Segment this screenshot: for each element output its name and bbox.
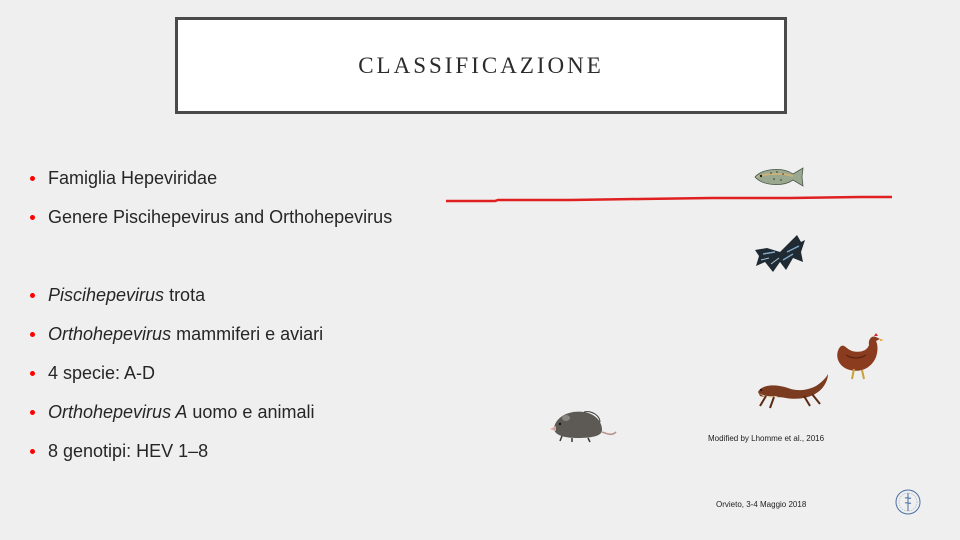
footer-text: Orvieto, 3-4 Maggio 2018: [716, 500, 807, 509]
bullet-italic: Orthohepevirus: [48, 324, 172, 344]
bullet-italic: Orthohepevirus A: [48, 402, 188, 422]
rat-icon: [548, 404, 618, 444]
bullet-text: 8 genotipi: HEV 1–8: [48, 441, 209, 461]
logo-icon: [893, 487, 923, 517]
slide-title: CLASSIFICAZIONE: [358, 52, 604, 78]
chicken-icon: [832, 333, 888, 381]
credit-note: Modified by Lhomme et al., 2016: [708, 434, 825, 443]
ferret-icon: [752, 370, 830, 410]
bullet-text: uomo e animali: [187, 402, 315, 422]
bullet-text: trota: [164, 285, 206, 305]
bullet-italic: Piscihepevirus: [48, 285, 165, 305]
bullet-text: Genere Piscihepevirus and Orthohepevirus: [48, 207, 393, 227]
bat-icon: [753, 232, 807, 276]
bullet-text: 4 specie: A-D: [48, 363, 156, 383]
trout-icon: [753, 164, 805, 190]
bullet-text: mammiferi e aviari: [171, 324, 324, 344]
bullet-text: Famiglia Hepeviridae: [48, 168, 218, 188]
